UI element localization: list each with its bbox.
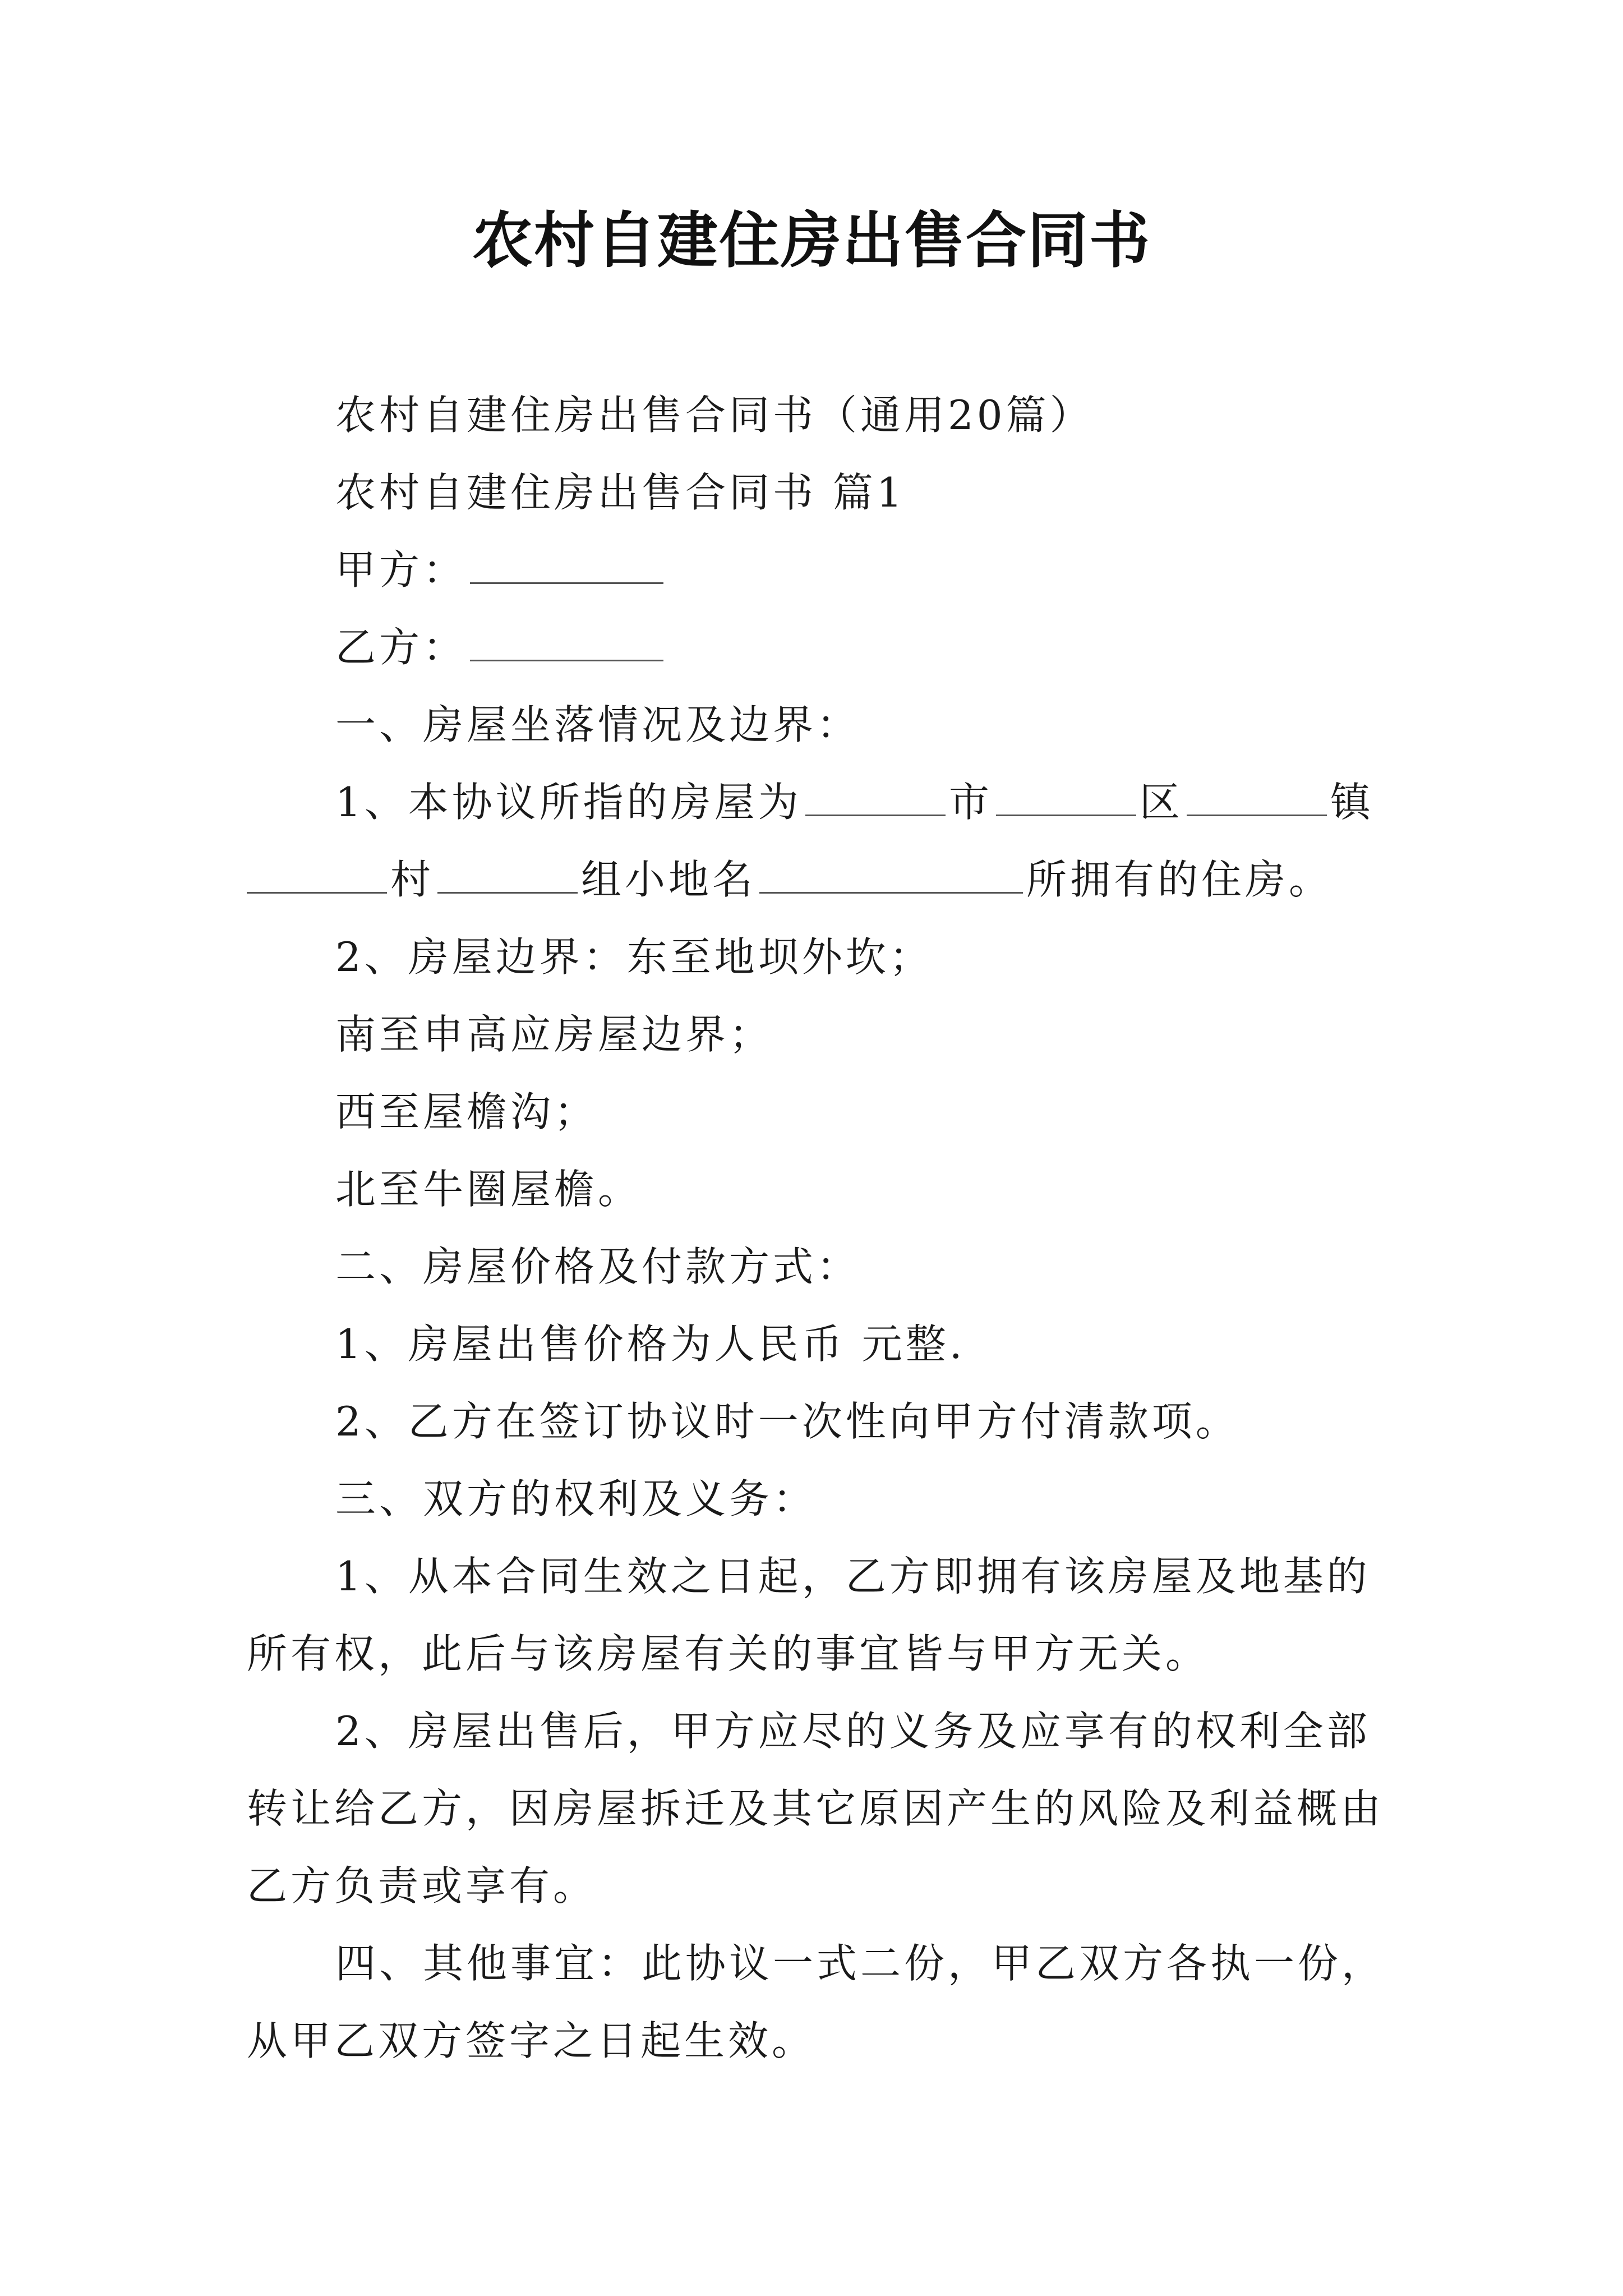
party-a-label: 甲方： bbox=[335, 546, 467, 593]
section-1-item-2: 2、房屋边界：东至地坝外坎； bbox=[335, 933, 933, 981]
district-blank bbox=[996, 774, 1136, 816]
party-b-line bbox=[335, 619, 667, 675]
section-3-item-2-line-1: 2、房屋出售后，甲方应尽的义务及应享有的权利全部 bbox=[335, 1708, 1371, 1755]
party-a-blank bbox=[470, 542, 663, 584]
city-blank bbox=[805, 774, 946, 816]
item-1-suffix: 所拥有的住房。 bbox=[1026, 856, 1333, 903]
boundary-north: 北至牛圈屋檐。 bbox=[335, 1166, 642, 1213]
section-3-item-1-line-2: 所有权，此后与该房屋有关的事宜皆与甲方无关。 bbox=[247, 1630, 1210, 1677]
section-2-heading: 二、房屋价格及付款方式： bbox=[335, 1243, 861, 1290]
party-a-line bbox=[335, 542, 667, 598]
chapter-heading: 农村自建住房出售合同书 篇1 bbox=[335, 469, 906, 516]
section-4-line-2: 从甲乙双方签字之日起生效。 bbox=[247, 2017, 816, 2064]
section-3-item-1-line-1: 1、从本合同生效之日起，乙方即拥有该房屋及地基的 bbox=[335, 1553, 1371, 1600]
party-b-blank bbox=[470, 619, 663, 661]
place-name-blank bbox=[759, 852, 1023, 894]
section-1-item-1-line-1 bbox=[335, 774, 1374, 830]
boundary-south: 南至申高应房屋边界； bbox=[335, 1011, 773, 1058]
section-4-line-1: 四、其他事宜：此协议一式二份，甲乙双方各执一份， bbox=[335, 1940, 1386, 1987]
item-1-prefix: 1、本协议所指的房屋为 bbox=[335, 779, 802, 826]
section-2-item-2: 2、乙方在签订协议时一次性向甲方付清款项。 bbox=[335, 1398, 1239, 1445]
district-label: 区 bbox=[1139, 779, 1183, 826]
section-1-heading: 一、房屋坐落情况及边界： bbox=[335, 701, 861, 748]
town-blank bbox=[1187, 774, 1327, 816]
boundary-west: 西至屋檐沟； bbox=[335, 1088, 598, 1135]
subtitle: 农村自建住房出售合同书（通用20篇） bbox=[335, 392, 1094, 439]
section-1-item-1-line-2 bbox=[247, 852, 1332, 908]
party-b-label: 乙方： bbox=[335, 624, 467, 671]
city-label: 市 bbox=[948, 779, 993, 826]
section-3-item-2-line-3: 乙方负责或享有。 bbox=[247, 1862, 597, 1910]
section-3-item-2-line-2: 转让给乙方，因房屋拆迁及其它原因产生的风险及利益概由 bbox=[247, 1785, 1385, 1832]
section-2-item-1: 1、房屋出售价格为人民币 元整. bbox=[335, 1320, 966, 1368]
town-label: 镇 bbox=[1330, 779, 1374, 826]
document-title: 农村自建住房出售合同书 bbox=[472, 206, 1151, 276]
village-blank bbox=[247, 852, 387, 894]
section-3-heading: 三、双方的权利及义务： bbox=[335, 1475, 817, 1522]
group-label: 组小地名 bbox=[581, 856, 757, 903]
village-label: 村 bbox=[390, 856, 435, 903]
group-blank bbox=[437, 852, 578, 894]
